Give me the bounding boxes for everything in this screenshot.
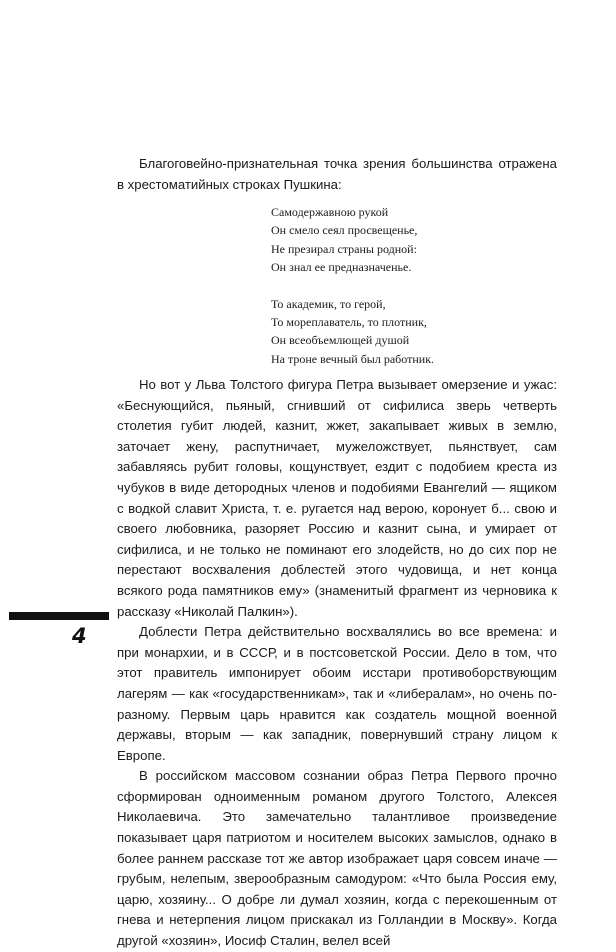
paragraph-tolstoy-lev: Но вот у Льва Толстого фигура Петра вызывает омерзение и ужас: «Беснующийся, пьяный, сгнивший от сифилиса зверь четверть столетия губит людей, казнит, жжет, закапывает живых в землю, заточает жену, распутничает, мужеложствует, пьянствует, сам забавляясь рубит головы, кощунствует, ездит с подобием креста из чубуков в виде детородных членов и подобиями Евангелий — ящиком с водкой славит Христа, т. е. ругается над верою, коронует б... свою и своего любовника, разоряет Россию и казнит сына, и умирает от сифилиса, и не только не поминают его злодейств, но до сих пор не перестают восхваления доблестей этого чудовища, и нет конца всякого рода памятников ему» (знаменитый фрагмент из черновика к рассказу «Николай Палкин»).: [117, 377, 557, 619]
main-text: [117, 375, 557, 952]
page-number: 4: [72, 624, 87, 648]
intro-paragraph: Благоговейно-признательная точка зрения большинства отражена в хрестоматийных строках Пушкина:: [117, 156, 557, 192]
poem-line: Не презирал страны родной:: [271, 241, 417, 256]
poem-stanza-2: [271, 295, 521, 369]
page-marker-bar: [9, 612, 109, 620]
intro-block: [117, 154, 557, 195]
poem-line: То академик, то герой,: [271, 296, 386, 311]
paragraph-virtues: Доблести Петра действительно восхвалялись во все времена: и при монархии, и в СССР, и в постсоветской России. Дело в том, что этот правитель импонирует обоим исстари противоборствующим лагерям — как «государственникам», так и «либералам», но очень по-разному. Первым царь нравится как создатель мощной военной державы, вторым — как западник, повернувший страну лицом к Европе.: [117, 624, 557, 763]
poem-line: Он знал ее предназначенье.: [271, 260, 412, 275]
poem-line: То мореплаватель, то плотник,: [271, 315, 427, 330]
paragraph-tolstoy-alexei: В российском массовом сознании образ Петра Первого прочно сформирован одноименным романом другого Толстого, Алексея Николаевича. Это замечательно талантливое произведение показывает царя патриотом и носителем высоких замыслов, однако в более раннем рассказе тот же автор изображает царя совсем иначе — грубым, нелепым, зверообразным самодуром: «Что была Россия ему, царю, хозяину... О добре ли думал хозяин, когда с перекошенным от гнева и нетерпения лицом прискакал из Голландии в Москву». Когда другой «хозяин», Иосиф Сталин, велел всей: [117, 768, 557, 949]
poem-stanza-1: [271, 203, 521, 277]
pushkin-poem: [271, 203, 521, 386]
poem-line: Самодержавною рукой: [271, 205, 389, 219]
poem-line: На троне вечный был работник.: [271, 351, 435, 366]
poem-line: Он всеобъемлющей душой: [271, 333, 410, 348]
poem-line: Он смело сеял просвещенье,: [271, 223, 418, 238]
